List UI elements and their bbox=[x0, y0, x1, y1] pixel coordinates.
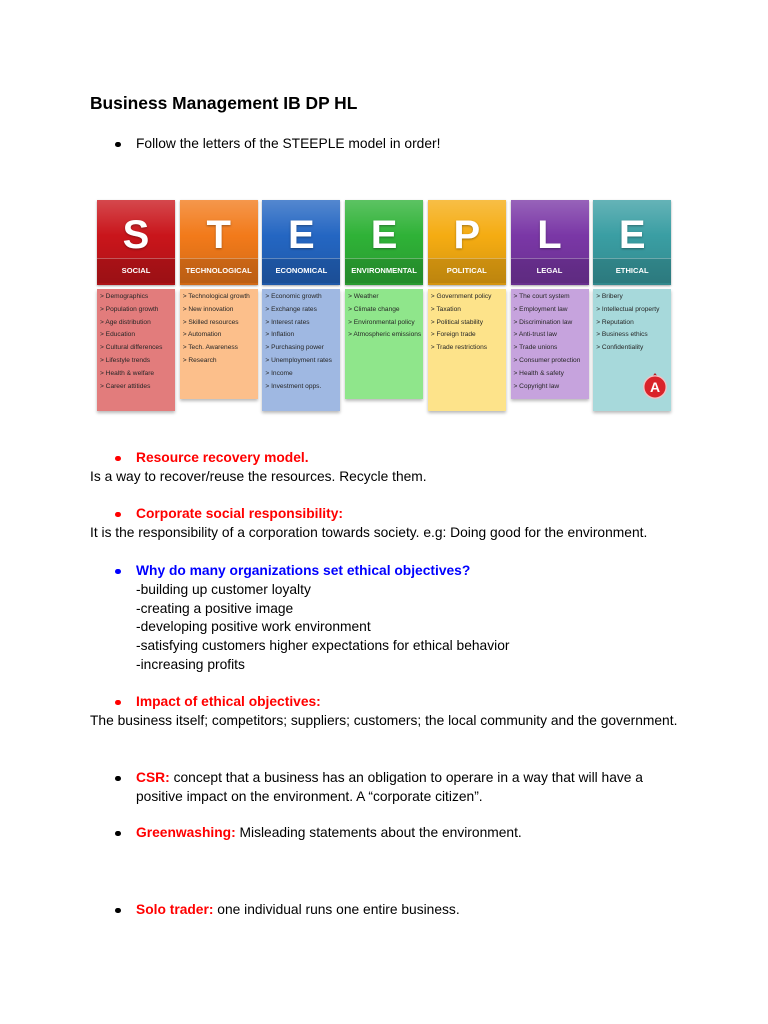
steeple-factor: > Weather bbox=[348, 293, 379, 300]
steeple-factor: > Skilled resources bbox=[182, 318, 239, 326]
steeple-factor-list bbox=[97, 289, 175, 411]
steeple-factor: > Technological growth bbox=[182, 293, 250, 300]
heading-text: Corporate social responsibility: bbox=[136, 506, 344, 521]
steeple-factor: > Tech. Awareness bbox=[182, 344, 238, 352]
logo-icon bbox=[642, 372, 668, 400]
steeple-factor: > Health & safety bbox=[513, 369, 564, 377]
bullet-icon bbox=[115, 831, 121, 837]
steeple-column-political bbox=[428, 200, 506, 412]
steeple-factor: > Education bbox=[100, 331, 136, 339]
steeple-factor: > Environmental policy bbox=[348, 318, 415, 326]
definition-csr bbox=[136, 769, 684, 807]
steeple-factor: > Demographics bbox=[100, 293, 149, 300]
steeple-factor: > Political stability bbox=[430, 318, 484, 326]
steeple-factor: > Cultural differences bbox=[100, 344, 163, 352]
steeple-factor: > Income bbox=[265, 369, 293, 377]
steeple-factor: > Exchange rates bbox=[265, 305, 317, 313]
steeple-factor: > Health & welfare bbox=[100, 369, 155, 377]
steeple-label: TECHNOLOGICAL bbox=[180, 258, 258, 283]
definition-term: CSR: bbox=[136, 770, 170, 785]
steeple-factor-list bbox=[345, 289, 423, 399]
bullet-icon bbox=[115, 512, 121, 518]
resource-recovery-heading bbox=[136, 449, 309, 468]
heading-text: Resource recovery model. bbox=[136, 450, 309, 465]
steeple-factor: > Interest rates bbox=[265, 318, 310, 326]
list-item: -creating a positive image bbox=[136, 600, 294, 616]
steeple-column-legal bbox=[511, 200, 589, 412]
definition-greenwashing bbox=[136, 824, 684, 843]
steeple-diagram bbox=[97, 200, 673, 414]
steeple-factor-list bbox=[180, 289, 258, 399]
steeple-label: ENVIRONMENTAL bbox=[345, 258, 423, 283]
steeple-factor: > Business ethics bbox=[596, 331, 648, 339]
steeple-letter: P bbox=[453, 213, 481, 257]
steeple-tile bbox=[97, 200, 175, 285]
heading-text: Why do many organizations set ethical objectives? bbox=[136, 563, 471, 578]
impact-body: The business itself; competitors; suppliers; customers; the local community and the government. bbox=[90, 713, 678, 728]
definition-text: Misleading statements about the environment. bbox=[239, 825, 522, 840]
logo-letter: A bbox=[649, 379, 661, 395]
steeple-factor-list bbox=[511, 289, 589, 399]
steeple-factor: > Automation bbox=[182, 331, 222, 339]
steeple-tile bbox=[180, 200, 258, 285]
steeple-label: SOCIAL bbox=[97, 258, 175, 283]
bullet-icon bbox=[115, 456, 121, 462]
steeple-letter: E bbox=[288, 213, 315, 257]
steeple-factor: > Discrimination law bbox=[513, 318, 573, 326]
ethical-objectives-block bbox=[136, 562, 509, 675]
steeple-factor: > Age distribution bbox=[100, 318, 151, 326]
intro-text: Follow the letters of the STEEPLE model in order! bbox=[136, 136, 441, 151]
bullet-icon bbox=[115, 700, 121, 706]
steeple-factor: > Research bbox=[182, 356, 217, 364]
steeple-factor: > Unemployment rates bbox=[265, 356, 332, 364]
bullet-icon bbox=[115, 569, 121, 575]
steeple-letter: S bbox=[122, 213, 150, 257]
steeple-tile bbox=[345, 200, 423, 285]
steeple-tile bbox=[593, 200, 671, 285]
steeple-letter: E bbox=[370, 213, 398, 257]
heading-text: Impact of ethical objectives: bbox=[136, 694, 321, 709]
steeple-letter: L bbox=[537, 213, 562, 257]
list-item: -building up customer loyalty bbox=[136, 581, 311, 597]
steeple-factor: > Economic growth bbox=[265, 293, 322, 300]
bullet-icon bbox=[115, 776, 121, 782]
steeple-factor: > Foreign trade bbox=[430, 331, 476, 339]
steeple-factor: > Lifestyle trends bbox=[100, 356, 151, 364]
csr-heading bbox=[136, 505, 343, 524]
steeple-factor: > Trade unions bbox=[513, 344, 558, 352]
bullet-icon bbox=[115, 908, 121, 914]
bullet-icon bbox=[115, 142, 121, 148]
steeple-column-economical bbox=[262, 200, 340, 412]
steeple-factor: > Inflation bbox=[265, 331, 295, 339]
steeple-tile bbox=[511, 200, 589, 285]
steeple-factor: > New innovation bbox=[182, 305, 234, 313]
steeple-factor: > Consumer protection bbox=[513, 356, 581, 364]
steeple-factor: > Copyright law bbox=[513, 382, 560, 390]
steeple-column-social bbox=[97, 200, 175, 412]
intro-bullet bbox=[136, 135, 440, 154]
steeple-factor: > Trade restrictions bbox=[430, 344, 488, 352]
csr-body: It is the responsibility of a corporation towards society. e.g: Doing good for the environment. bbox=[90, 525, 648, 540]
steeple-label: LEGAL bbox=[511, 258, 589, 283]
steeple-factor: > Population growth bbox=[100, 305, 159, 313]
list-item: -satisfying customers higher expectations for ethical behavior bbox=[136, 638, 510, 654]
steeple-factor: > Intellectual property bbox=[596, 305, 660, 313]
steeple-factor-list bbox=[262, 289, 340, 411]
steeple-letter: T bbox=[206, 213, 231, 257]
steeple-factor: > Government policy bbox=[430, 293, 492, 300]
steeple-factor: > Employment law bbox=[513, 305, 568, 313]
document-title: Business Management IB DP HL bbox=[90, 93, 358, 113]
steeple-factor-list bbox=[428, 289, 506, 411]
steeple-factor: > Taxation bbox=[430, 305, 461, 313]
steeple-column-environmental bbox=[345, 200, 423, 412]
steeple-factor: > Bribery bbox=[596, 293, 623, 300]
steeple-factor: > Investment opps. bbox=[265, 382, 322, 390]
resource-recovery-body: Is a way to recover/reuse the resources. Recycle them. bbox=[90, 469, 427, 484]
steeple-factor: > Climate change bbox=[348, 305, 400, 313]
definition-term: Solo trader: bbox=[136, 902, 214, 917]
steeple-factor: > Atmospheric emissions bbox=[348, 331, 422, 339]
steeple-factor: > Reputation bbox=[596, 318, 634, 326]
steeple-factor: > Confidentiality bbox=[596, 344, 644, 352]
definition-solo-trader bbox=[136, 901, 684, 920]
steeple-column-technological bbox=[180, 200, 258, 412]
definition-term: Greenwashing: bbox=[136, 825, 236, 840]
steeple-letter: E bbox=[618, 213, 646, 257]
steeple-label: POLITICAL bbox=[428, 258, 506, 283]
steeple-factor: > Career attitides bbox=[100, 382, 151, 390]
definition-text: concept that a business has an obligation to operare in a way that will have a positive impact on the environment. A “corporate citizen”. bbox=[136, 770, 643, 804]
impact-heading bbox=[136, 693, 321, 712]
steeple-label: ECONOMICAL bbox=[262, 258, 340, 283]
steeple-factor: > Purchasing power bbox=[265, 344, 324, 352]
steeple-factor: > The court system bbox=[513, 293, 570, 300]
list-item: -increasing profits bbox=[136, 656, 245, 672]
definition-text: one individual runs one entire business. bbox=[217, 902, 460, 917]
list-item: -developing positive work environment bbox=[136, 619, 371, 635]
steeple-tile bbox=[262, 200, 340, 285]
steeple-label: ETHICAL bbox=[593, 258, 671, 283]
steeple-factor: > Anti-trust law bbox=[513, 331, 557, 339]
steeple-tile bbox=[428, 200, 506, 285]
